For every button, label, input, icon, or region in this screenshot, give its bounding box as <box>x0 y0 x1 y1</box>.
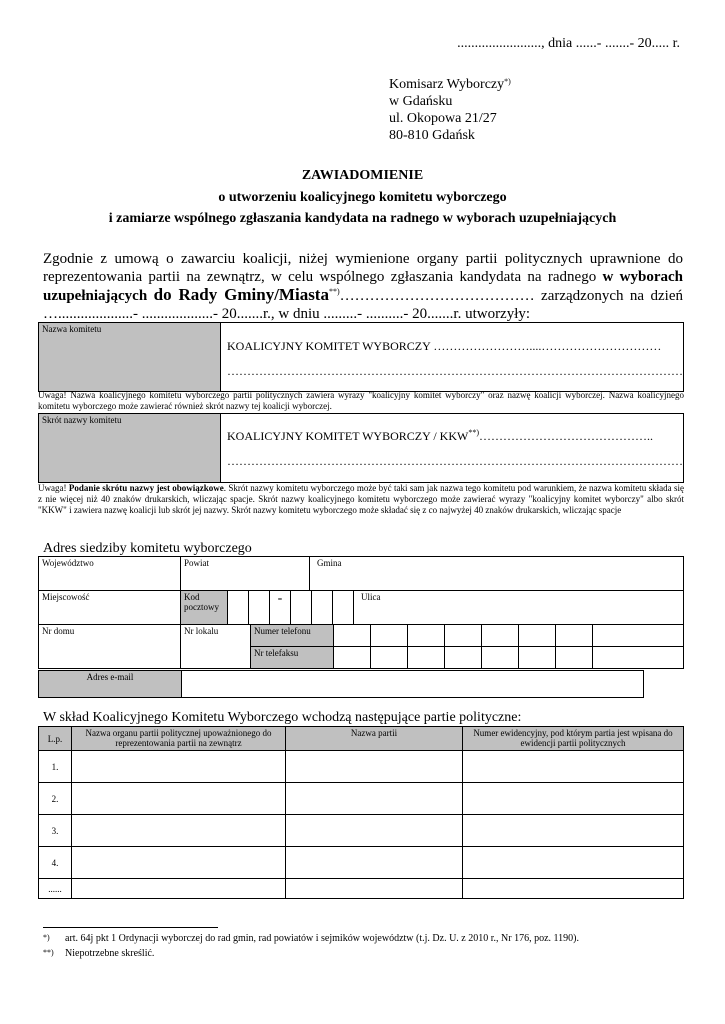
party-cell[interactable] <box>286 847 463 879</box>
note2-bold: Podanie skrótu nazwy jest obowiązkowe <box>68 483 224 493</box>
row-number: 1. <box>39 751 72 783</box>
phone-cell[interactable] <box>556 625 593 647</box>
recipient-line2: w Gdańsku <box>389 94 453 109</box>
organ-cell[interactable] <box>72 783 286 815</box>
committee-short-line2: …………………………………………………………………………………………………… <box>227 454 683 468</box>
recipient-line4: 80-810 Gdańsk <box>389 128 475 143</box>
address-row-4 <box>38 670 644 698</box>
intro-text-2: ………………………………… zarządzonych na dzień …....................- ...................- 20.......r., w dniu .........- ..........- 20.......r. utworzyły: <box>43 288 683 322</box>
footnote-2 <box>43 948 154 959</box>
row-number: ...... <box>39 879 72 899</box>
parties-heading: W skład Koalicyjnego Komitetu Wyborczego wchodzą następujące partie polityczne: <box>43 710 522 725</box>
fax-cell[interactable] <box>556 647 593 669</box>
footnote-2-text: Niepotrzebne skreślić. <box>65 948 155 959</box>
table-row <box>39 783 684 815</box>
party-cell[interactable] <box>286 815 463 847</box>
postal-digit-4[interactable] <box>312 591 333 625</box>
col-lp-header: L.p. <box>39 727 72 751</box>
city-label: Miejscowość <box>42 592 90 602</box>
postal-label: Kod pocztowy <box>181 591 228 625</box>
county-field[interactable] <box>181 557 310 591</box>
address-row-3 <box>38 624 684 669</box>
flat-number-label: Nr lokalu <box>184 626 219 636</box>
phone-cell[interactable] <box>334 625 371 647</box>
col-registry-header: Numer ewidencyjny, pod którym partia jest wpisana do ewidencji partii politycznych <box>463 727 684 751</box>
voivodeship-label: Województwo <box>42 558 94 568</box>
intro-bold: w wyborach uzupełniających <box>43 269 683 304</box>
phone-cell[interactable] <box>593 625 684 647</box>
fax-cell[interactable] <box>334 647 371 669</box>
fax-cell[interactable] <box>445 647 482 669</box>
house-number-field[interactable] <box>39 625 181 669</box>
table-row <box>39 815 684 847</box>
doc-subtitle-1: o utworzeniu koalicyjnego komitetu wyborczego <box>218 190 507 205</box>
voivodeship-field[interactable] <box>39 557 181 591</box>
postal-digit-1[interactable] <box>228 591 249 625</box>
organ-cell[interactable] <box>72 815 286 847</box>
note2-prefix: Uwaga! <box>38 483 69 493</box>
footnote-1-text: art. 64j pkt 1 Ordynacji wyborczej do rad gmin, rad powiatów i sejmików województw (t.j. Dz. U. z 2010 r., Nr 176, poz. 1190). <box>65 933 579 944</box>
intro-council: do Rady Gminy/Miasta <box>153 285 329 304</box>
doc-subtitle-2: i zamiarze wspólnego zgłaszania kandydata na radnego w wyborach uzupełniających <box>108 211 617 226</box>
phone-cell[interactable] <box>408 625 445 647</box>
footnote-2-mark: **) <box>43 948 54 957</box>
house-number-label: Nr domu <box>42 626 75 636</box>
postal-digit-5[interactable] <box>333 591 354 625</box>
registry-cell[interactable] <box>463 847 684 879</box>
footnote-mark: *) <box>504 77 511 86</box>
fax-cell[interactable] <box>593 647 684 669</box>
phone-cell[interactable] <box>371 625 408 647</box>
organ-cell[interactable] <box>72 879 286 899</box>
street-field[interactable] <box>354 591 684 625</box>
row-number: 2. <box>39 783 72 815</box>
col-party-header: Nazwa partii <box>286 727 463 751</box>
postal-digit-2[interactable] <box>249 591 270 625</box>
note2-rest: . Skrót nazwy komitetu wyborczego może być taki sam jak nazwa tego komitetu pod warunkiem, że nazwa komitetu składa się z nie więcej niż 40 znaków drukarskich, wliczając spacje. Skrót nazwy koalicyjnego komitetu wyborczego może zawierać wyrazy "koalicyjny komitet wyborczy" albo skrót "KKW" i zawiera nazwę koalicji lub skrót jej nazwy. Skrót nazwy komitetu wyborczego może składać się z co najwyżej 40 znaków drukarskich, wliczając spacje <box>38 483 684 515</box>
registry-cell[interactable] <box>463 751 684 783</box>
fax-cell[interactable] <box>519 647 556 669</box>
email-field[interactable] <box>182 671 644 698</box>
organ-cell[interactable] <box>72 751 286 783</box>
recipient-address <box>389 76 511 144</box>
flat-number-field[interactable] <box>181 625 251 669</box>
party-cell[interactable] <box>286 879 463 899</box>
committee-short-table <box>38 413 684 483</box>
note-committee-name: Uwaga! Nazwa koalicyjnego komitetu wyborczego partii politycznych zawiera wyrazy "koalicyjny komitet wyborczy" oraz nazwę koalicji wyborczej. Nazwa koalicyjnego komitetu wyborczego może zawierać również skrót nazwy tej koalicji wyborczej. <box>38 390 684 411</box>
registry-cell[interactable] <box>463 815 684 847</box>
footnote-divider <box>43 927 218 928</box>
committee-short-label: Skrót nazwy komitetu <box>39 414 221 483</box>
commune-field[interactable] <box>310 557 684 591</box>
address-row-2 <box>38 590 684 625</box>
phone-label: Numer telefonu <box>251 625 334 647</box>
committee-short-prefix: KOALICYJNY KOMITET WYBORCZY / KKW <box>227 429 469 443</box>
col-organ-header: Nazwa organu partii politycznej upoważnionego do reprezentowania partii na zewnątrz <box>72 727 286 751</box>
row-number: 4. <box>39 847 72 879</box>
party-cell[interactable] <box>286 751 463 783</box>
footnote-1 <box>43 933 579 944</box>
parties-table <box>38 726 684 899</box>
email-label: Adres e-mail <box>39 671 182 698</box>
committee-name-field[interactable] <box>221 323 684 392</box>
registry-cell[interactable] <box>463 879 684 899</box>
recipient-line1: Komisarz Wyborczy <box>389 77 505 92</box>
footnote-1-mark: *) <box>43 933 50 942</box>
fax-cell[interactable] <box>408 647 445 669</box>
city-field[interactable] <box>39 591 181 625</box>
committee-name-line1: KOALICYJNY KOMITET WYBORCZY ……………………....………………………… <box>227 339 662 353</box>
date-line: ........................, dnia ......- .......- 20..... r. <box>457 36 680 51</box>
fax-cell[interactable] <box>371 647 408 669</box>
postal-dash: - <box>270 591 291 625</box>
address-heading: Adres siedziby komitetu wyborczego <box>43 541 252 556</box>
table-row <box>39 847 684 879</box>
phone-cell[interactable] <box>482 625 519 647</box>
phone-cell[interactable] <box>445 625 482 647</box>
table-row <box>39 751 684 783</box>
committee-name-label: Nazwa komitetu <box>39 323 221 392</box>
committee-short-field[interactable] <box>221 414 684 483</box>
committee-name-line2: …………………………………………………………………………………………………… <box>227 364 683 378</box>
note-committee-short <box>38 483 684 516</box>
committee-short-suffix: …………………………………….. <box>479 429 653 443</box>
table-row <box>39 879 684 899</box>
fax-cell[interactable] <box>482 647 519 669</box>
street-label: Ulica <box>361 592 381 602</box>
registry-cell[interactable] <box>463 783 684 815</box>
address-row-1 <box>38 556 684 591</box>
phone-cell[interactable] <box>519 625 556 647</box>
footnote-mark: **) <box>328 287 340 296</box>
row-number: 3. <box>39 815 72 847</box>
postal-digit-3[interactable] <box>291 591 312 625</box>
intro-paragraph <box>43 250 683 323</box>
recipient-line3: ul. Okopowa 21/27 <box>389 111 497 126</box>
organ-cell[interactable] <box>72 847 286 879</box>
committee-name-table <box>38 322 684 392</box>
doc-title: ZAWIADOMIENIE <box>301 168 424 183</box>
fax-label: Nr telefaksu <box>251 647 334 669</box>
commune-label: Gmina <box>317 558 342 568</box>
footnote-mark: **) <box>468 428 479 437</box>
intro-text-1: Zgodnie z umową o zawarciu koalicji, niżej wymienione organy partii politycznych uprawnione do reprezentowania partii na zewnątrz, w celu wspólnego zgłaszania kandydata na radnego <box>43 251 683 285</box>
party-cell[interactable] <box>286 783 463 815</box>
county-label: Powiat <box>184 558 210 568</box>
